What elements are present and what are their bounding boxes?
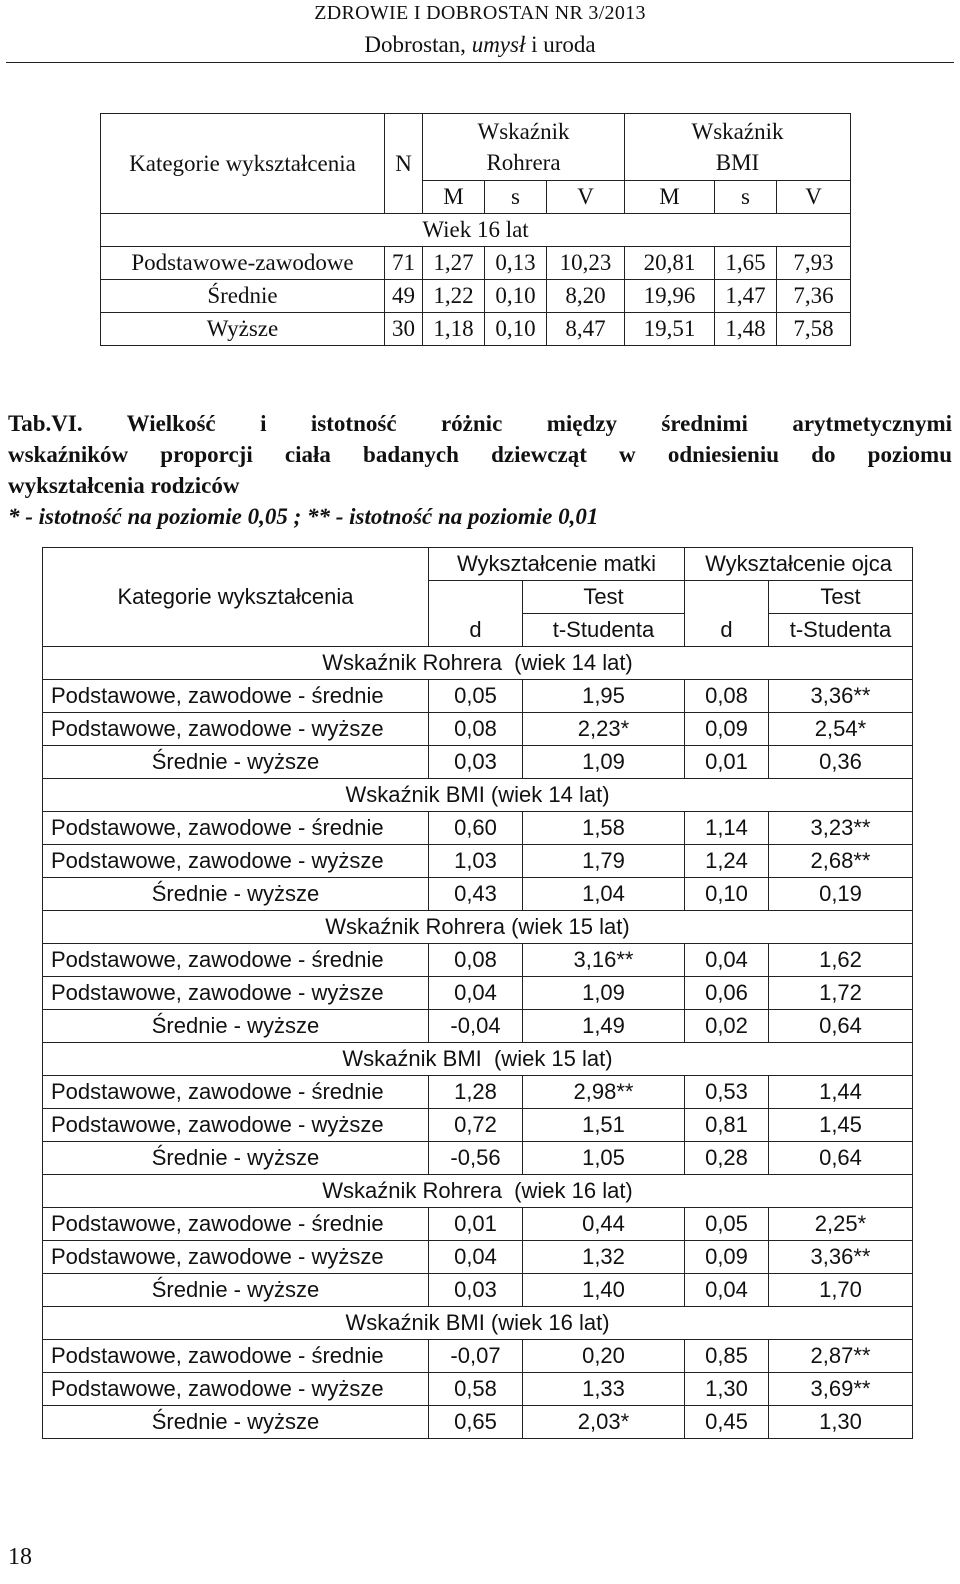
t2-cell-df: 0,53 [685,1076,769,1109]
t2-cell-tm: 1,79 [523,845,685,878]
t1-cell-rM: 1,22 [423,280,485,313]
t2-cell-category: Podstawowe, zawodowe - wyższe [43,1373,429,1406]
table-row [43,1109,913,1142]
t2-cell-tf: 0,36 [769,746,913,779]
t2-cell-df: 0,08 [685,680,769,713]
t2-cell-dm: -0,04 [429,1010,523,1043]
t2-cell-tm: 3,16** [523,944,685,977]
t2-cell-tf: 2,68** [769,845,913,878]
table-row [43,944,913,977]
t2-cell-tm: 1,09 [523,977,685,1010]
table-row [43,1241,913,1274]
t2-cell-tf: 1,62 [769,944,913,977]
t2-header-test-mother: Test [523,581,685,614]
t2-cell-category: Średnie - wyższe [43,878,429,911]
t2-header-tstudent-father: t-Studenta [769,614,913,647]
section-title-pre: Dobrostan, [364,32,472,57]
t2-cell-dm: -0,56 [429,1142,523,1175]
t2-cell-tm: 1,05 [523,1142,685,1175]
t2-cell-df: 0,09 [685,713,769,746]
t2-cell-tm: 2,23* [523,713,685,746]
table-row [43,977,913,1010]
table-row [43,1406,913,1439]
t2-cell-tf: 0,19 [769,878,913,911]
t2-cell-df: 0,28 [685,1142,769,1175]
t1-section-row: Wiek 16 lat [101,214,851,247]
t2-header-category: Kategorie wykształcenia [43,548,429,647]
t1-cell-rM: 1,18 [423,313,485,346]
t2-cell-tf: 3,69** [769,1373,913,1406]
t1-header-bmi: Wskaźnik BMI [625,114,851,181]
t1-cell-bV: 7,93 [777,247,851,280]
t2-cell-tf: 1,30 [769,1406,913,1439]
section-row [43,779,913,812]
t2-section-title: Wskaźnik BMI (wiek 15 lat) [43,1043,913,1076]
t2-cell-category: Podstawowe, zawodowe - wyższe [43,1241,429,1274]
t2-cell-tf: 3,36** [769,1241,913,1274]
table-row [43,1340,913,1373]
t2-cell-dm: 1,28 [429,1076,523,1109]
t1-cell-rV: 8,47 [547,313,625,346]
table-row [43,1274,913,1307]
t2-cell-category: Podstawowe, zawodowe - średnie [43,812,429,845]
page-number: 18 [8,1544,32,1570]
t2-cell-df: 0,05 [685,1208,769,1241]
t2-cell-category: Podstawowe, zawodowe - średnie [43,1076,429,1109]
t2-cell-category: Podstawowe, zawodowe - wyższe [43,713,429,746]
t1-cell-bM: 19,51 [625,313,715,346]
t2-cell-category: Średnie - wyższe [43,1274,429,1307]
table-row [101,313,851,346]
t2-cell-df: 0,04 [685,944,769,977]
t2-cell-df: 0,85 [685,1340,769,1373]
t1-header-rohrer: Wskaźnik Rohrera [423,114,625,181]
t2-cell-tf: 1,72 [769,977,913,1010]
t2-cell-tf: 1,44 [769,1076,913,1109]
t1-cell-category: Średnie [101,280,385,313]
t2-cell-tm: 0,20 [523,1340,685,1373]
t2-header-tstudent-mother: t-Studenta [523,614,685,647]
table-row [43,1208,913,1241]
t1-cell-bV: 7,58 [777,313,851,346]
table-differences [42,547,913,1439]
t2-cell-tm: 1,32 [523,1241,685,1274]
t2-cell-tm: 2,03* [523,1406,685,1439]
t2-header-d-father: d [685,581,769,647]
t2-cell-category: Podstawowe, zawodowe - średnie [43,1340,429,1373]
t2-header-test-father: Test [769,581,913,614]
t2-cell-dm: 0,04 [429,1241,523,1274]
table-row [43,878,913,911]
t2-cell-dm: 0,03 [429,746,523,779]
t2-cell-tm: 1,95 [523,680,685,713]
table-row [43,812,913,845]
t1-cell-category: Podstawowe-zawodowe [101,247,385,280]
t1-cell-n: 49 [385,280,423,313]
table-row [43,1373,913,1406]
t1-stat-label: V [777,181,851,214]
t1-cell-rs: 0,10 [485,280,547,313]
t2-cell-tf: 3,23** [769,812,913,845]
t2-cell-tm: 1,40 [523,1274,685,1307]
t2-cell-category: Podstawowe, zawodowe - wyższe [43,845,429,878]
t2-cell-dm: 0,72 [429,1109,523,1142]
t1-cell-category: Wyższe [101,313,385,346]
caption-line-3: wykształcenia rodziców [8,473,240,498]
t2-cell-df: 0,02 [685,1010,769,1043]
caption-significance-note: * - istotność na poziomie 0,05 ; ** - istotność na poziomie 0,01 [8,504,599,529]
t2-cell-dm: 0,04 [429,977,523,1010]
t2-cell-tf: 3,36** [769,680,913,713]
t2-cell-tf: 2,54* [769,713,913,746]
t2-cell-category: Podstawowe, zawodowe - wyższe [43,1109,429,1142]
section-row [43,1175,913,1208]
table-caption [8,408,952,532]
table-row [43,1142,913,1175]
table-row [43,1076,913,1109]
t2-cell-df: 0,45 [685,1406,769,1439]
t2-cell-tf: 0,64 [769,1142,913,1175]
t2-cell-df: 0,09 [685,1241,769,1274]
caption-line-1: Tab.VI. Wielkość i istotność różnic między średnimi arytmetycznymi [8,411,952,436]
t1-cell-bs: 1,48 [715,313,777,346]
t1-cell-rM: 1,27 [423,247,485,280]
journal-title: ZDROWIE I DOBROSTAN NR 3/2013 [314,2,646,24]
t2-cell-category: Podstawowe, zawodowe - średnie [43,1208,429,1241]
t1-stat-label: V [547,181,625,214]
t1-stat-label: s [715,181,777,214]
t2-cell-dm: 0,65 [429,1406,523,1439]
table-row [43,713,913,746]
t2-cell-tm: 0,44 [523,1208,685,1241]
t2-cell-category: Średnie - wyższe [43,1142,429,1175]
t2-cell-tf: 2,25* [769,1208,913,1241]
table-row [101,280,851,313]
t2-cell-df: 0,10 [685,878,769,911]
caption-line-2: wskaźników proporcji ciała badanych dziewcząt w odniesieniu do poziomu [8,442,952,467]
t1-cell-n: 30 [385,313,423,346]
t2-cell-tm: 1,09 [523,746,685,779]
section-row [43,1307,913,1340]
t2-cell-df: 1,24 [685,845,769,878]
t2-cell-tm: 1,49 [523,1010,685,1043]
t1-cell-bM: 19,96 [625,280,715,313]
t2-cell-category: Średnie - wyższe [43,746,429,779]
section-title [0,32,960,58]
t1-stat-label: s [485,181,547,214]
table-row [43,680,913,713]
t2-cell-dm: 0,03 [429,1274,523,1307]
t2-cell-tf: 0,64 [769,1010,913,1043]
t1-header-category: Kategorie wykształcenia [101,114,385,214]
table-row [43,845,913,878]
t2-cell-tf: 1,70 [769,1274,913,1307]
table-row [101,247,851,280]
t2-cell-tf: 1,45 [769,1109,913,1142]
t2-cell-dm: 1,03 [429,845,523,878]
t2-cell-category: Podstawowe, zawodowe - średnie [43,680,429,713]
t2-section-title: Wskaźnik Rohrera (wiek 15 lat) [43,911,913,944]
t1-header-n: N [385,114,423,214]
t2-section-title: Wskaźnik BMI (wiek 16 lat) [43,1307,913,1340]
t2-cell-category: Średnie - wyższe [43,1010,429,1043]
t1-cell-bV: 7,36 [777,280,851,313]
t2-cell-dm: 0,05 [429,680,523,713]
section-row [43,911,913,944]
section-row [43,1043,913,1076]
t2-cell-tm: 1,51 [523,1109,685,1142]
t1-cell-bs: 1,65 [715,247,777,280]
t1-cell-bs: 1,47 [715,280,777,313]
t2-cell-dm: 0,08 [429,713,523,746]
section-title-post: i uroda [525,32,596,57]
t2-cell-tm: 1,04 [523,878,685,911]
t2-cell-df: 1,14 [685,812,769,845]
t2-cell-tm: 1,58 [523,812,685,845]
t2-section-title: Wskaźnik Rohrera (wiek 16 lat) [43,1175,913,1208]
section-row [43,647,913,680]
t2-cell-tm: 2,98** [523,1076,685,1109]
t1-stat-label: M [625,181,715,214]
t2-section-title: Wskaźnik Rohrera (wiek 14 lat) [43,647,913,680]
t1-cell-n: 71 [385,247,423,280]
table-row [43,746,913,779]
table-age16-stats [100,113,851,346]
t1-stat-label: M [423,181,485,214]
t2-cell-df: 1,30 [685,1373,769,1406]
t1-cell-bM: 20,81 [625,247,715,280]
t2-header-mother: Wykształcenie matki [429,548,685,581]
t2-cell-category: Podstawowe, zawodowe - średnie [43,944,429,977]
t2-cell-dm: 0,01 [429,1208,523,1241]
t2-cell-df: 0,01 [685,746,769,779]
t2-header-father: Wykształcenie ojca [685,548,913,581]
t2-section-title: Wskaźnik BMI (wiek 14 lat) [43,779,913,812]
table-row [43,1010,913,1043]
t2-cell-dm: 0,60 [429,812,523,845]
t2-cell-category: Średnie - wyższe [43,1406,429,1439]
t2-cell-df: 0,81 [685,1109,769,1142]
t1-cell-rV: 10,23 [547,247,625,280]
t1-cell-rV: 8,20 [547,280,625,313]
t1-cell-rs: 0,13 [485,247,547,280]
header-rule [6,62,954,63]
t2-header-d-mother: d [429,581,523,647]
t2-cell-tm: 1,33 [523,1373,685,1406]
t1-cell-rs: 0,10 [485,313,547,346]
t2-cell-dm: 0,58 [429,1373,523,1406]
t2-cell-dm: 0,43 [429,878,523,911]
t2-cell-df: 0,06 [685,977,769,1010]
t2-cell-dm: -0,07 [429,1340,523,1373]
t2-cell-df: 0,04 [685,1274,769,1307]
t2-cell-tf: 2,87** [769,1340,913,1373]
t2-cell-dm: 0,08 [429,944,523,977]
section-title-italic: umysł [471,32,526,57]
t2-cell-category: Podstawowe, zawodowe - wyższe [43,977,429,1010]
